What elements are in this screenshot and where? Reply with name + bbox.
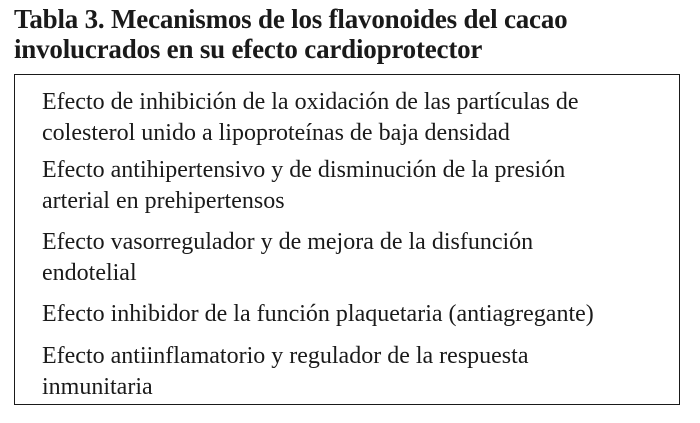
row-5-line-2: inmunitaria xyxy=(42,374,153,400)
table-caption xyxy=(14,4,694,64)
row-2-line-1: Efecto antihipertensivo y de disminución de la presión xyxy=(42,157,566,183)
table-row xyxy=(42,227,672,289)
caption-line-1: Tabla 3. Mecanismos de los flavonoides del cacao xyxy=(14,4,568,34)
row-5-line-1: Efecto antiinflamatorio y regulador de la respuesta xyxy=(42,343,529,369)
mechanisms-table xyxy=(14,74,680,405)
caption-line-2: involucrados en su efecto cardioprotector xyxy=(14,34,483,64)
row-3-line-1: Efecto vasorregulador y de mejora de la disfunción xyxy=(42,229,534,255)
table-row xyxy=(42,341,672,403)
table-row xyxy=(42,87,672,149)
row-4-line-1: Efecto inhibidor de la función plaquetaria (antiagregante) xyxy=(42,301,594,327)
table-row xyxy=(42,299,672,330)
row-2-line-2: arterial en prehipertensos xyxy=(42,188,285,214)
table-row xyxy=(42,155,672,217)
row-1-line-2: colesterol unido a lipoproteínas de baja densidad xyxy=(42,120,510,146)
row-1-line-1: Efecto de inhibición de la oxidación de las partículas de xyxy=(42,89,579,115)
row-3-line-2: endotelial xyxy=(42,260,137,286)
